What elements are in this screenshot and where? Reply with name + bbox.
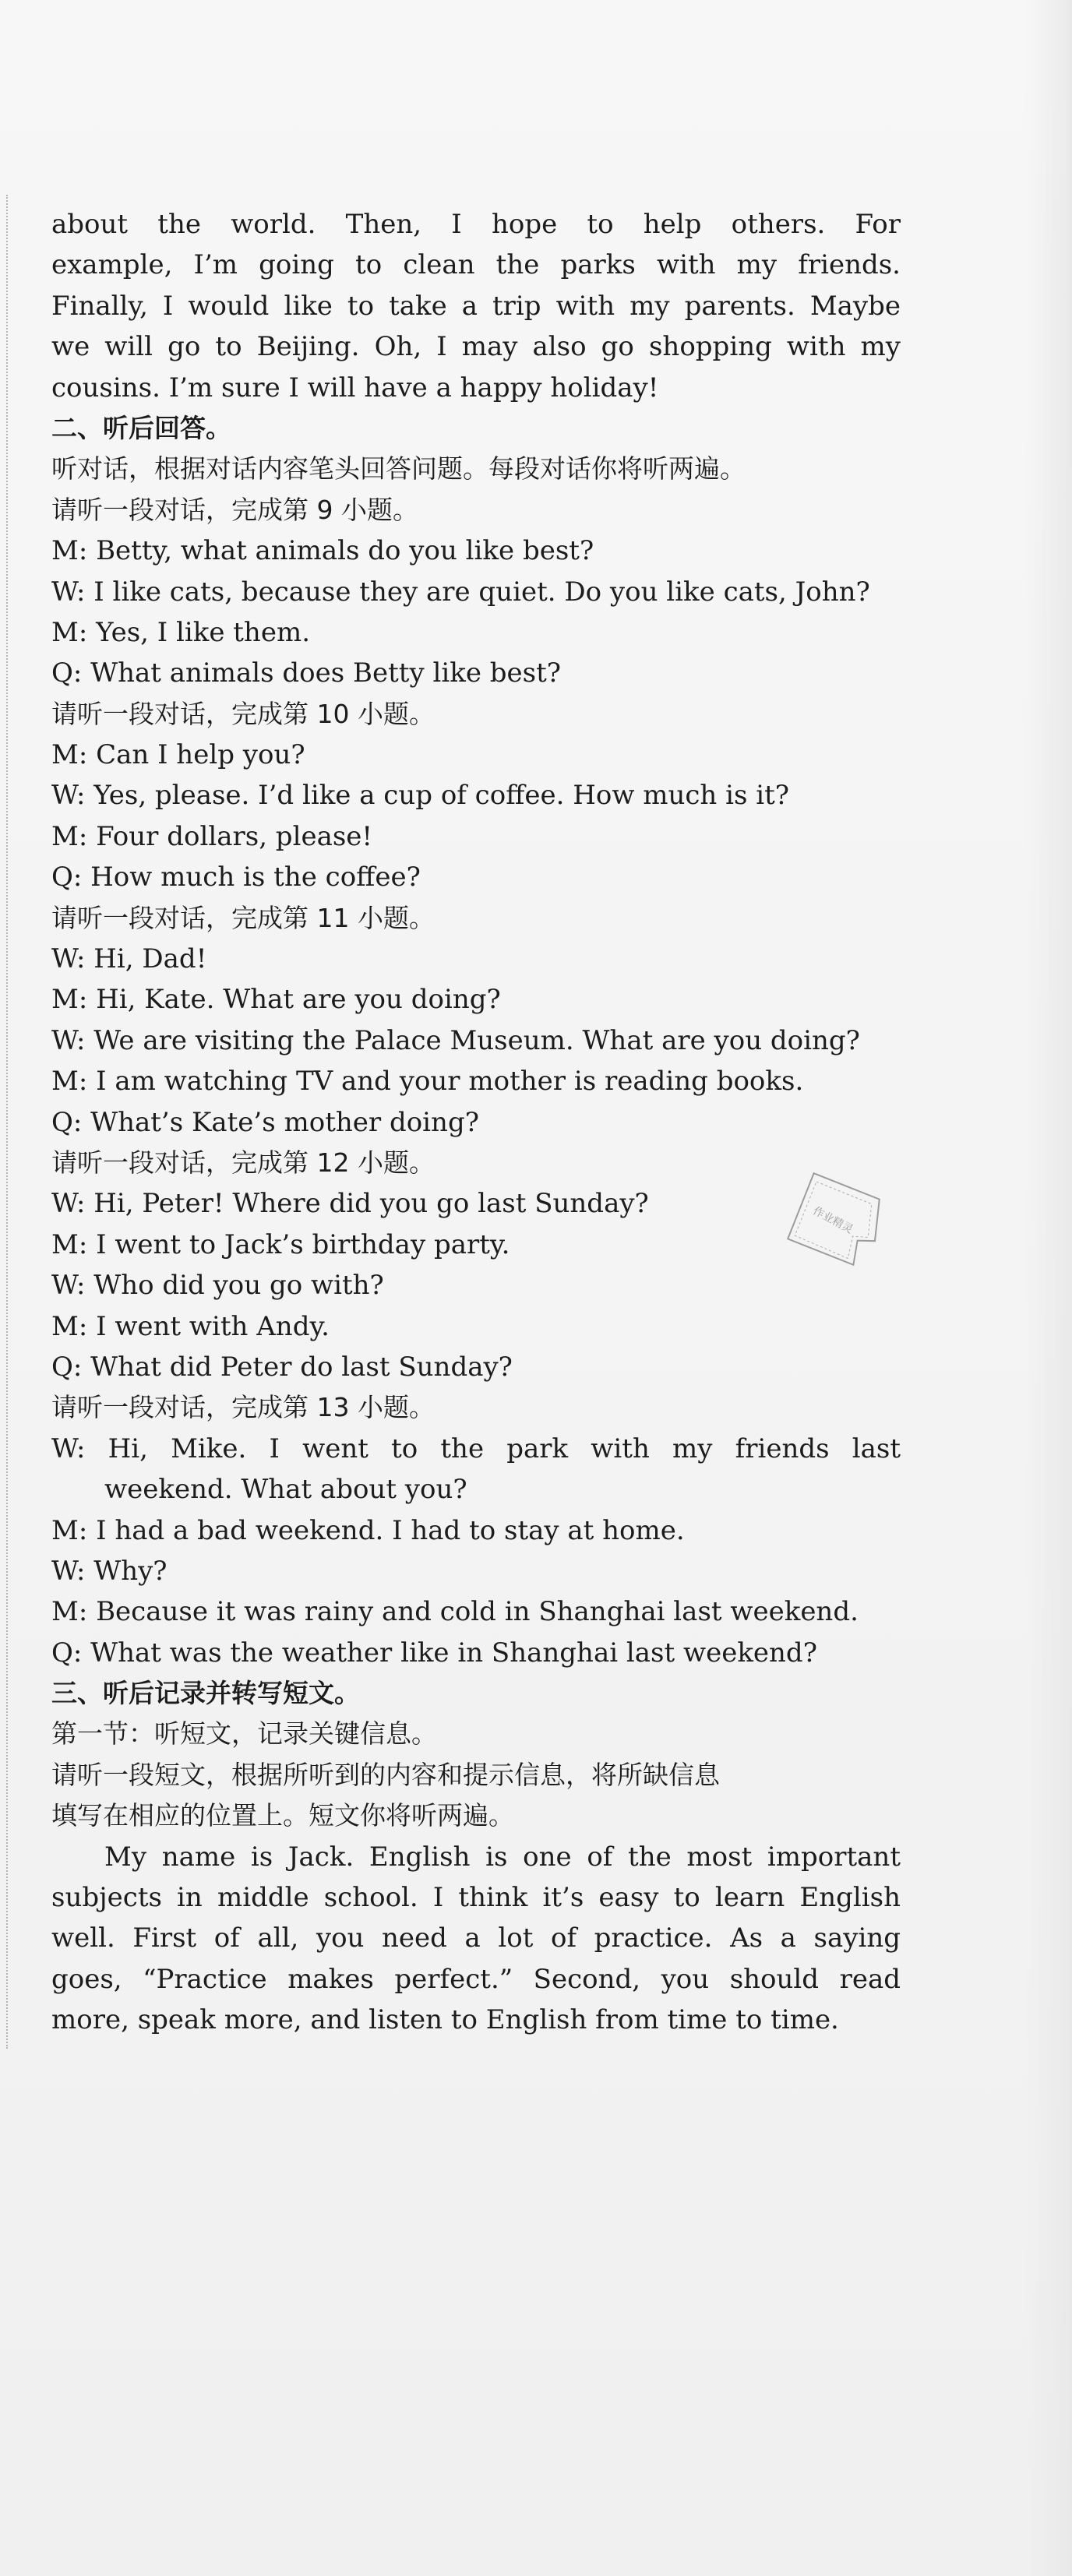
dialogue-line: M: Betty, what animals do you like best? [51,535,594,567]
dialogue-line: M: I had a bad weekend. I had to stay at home. [51,1514,685,1546]
passage-line: cousins. I’m sure I will have a happy holiday! [51,372,659,403]
passage-line: we will go to Beijing. Oh, I may also go shopping with my [51,331,901,363]
dialogue-prompt: 请听一段对话，完成第 10 小题。 [51,698,435,729]
seal-text: 作业精灵 [810,1204,855,1236]
section-heading: 三、听后记录并转写短文。 [51,1678,360,1709]
listening-script [51,204,901,2041]
dialogue-line: W: Hi, Dad! [51,943,207,975]
dialogue-line: W: Who did you go with? [51,1270,384,1302]
dialogue-line: W: We are visiting the Palace Museum. What are you doing? [51,1024,860,1056]
section-instruction: 填写在相应的位置上。短文你将听两遍。 [51,1800,514,1831]
dialogue-line: W: Why? [51,1555,168,1587]
dialogue-line: M: I went to Jack’s birthday party. [51,1228,510,1260]
passage-line: example, I’m going to clean the parks with my friends. [51,249,901,281]
dialogue-line: M: Because it was rainy and cold in Shanghai last weekend. [51,1596,859,1628]
dialogue-line: M: Can I help you? [51,739,305,771]
dialogue-line: W: Hi, Mike. I went to the park with my friends last [51,1432,901,1464]
dialogue-question: Q: How much is the coffee? [51,862,421,893]
dialogue-line: M: I am watching TV and your mother is reading books. [51,1066,804,1098]
dialogue-question: Q: What animals does Betty like best? [51,657,561,689]
dialogue-line-continuation: weekend. What about you? [104,1474,467,1506]
dialogue-line: M: Hi, Kate. What are you doing? [51,984,501,1016]
dialogue-line: W: Yes, please. I’d like a cup of coffee. How much is it? [51,780,790,812]
passage-line: more, speak more, and listen to English from time to time. [51,2004,839,2036]
dialogue-prompt: 请听一段对话，完成第 13 小题。 [51,1392,435,1423]
dialogue-line: W: I like cats, because they are quiet. Do you like cats, John? [51,576,870,608]
part-title: 第一节：听短文，记录关键信息。 [51,1718,437,1750]
dialogue-line: M: Yes, I like them. [51,616,310,648]
passage-line: well. First of all, you need a lot of practice. As a saying [51,1922,901,1954]
dialogue-question: Q: What was the weather like in Shanghai last weekend? [51,1637,817,1669]
section-instruction: 请听一段短文，根据所听到的内容和提示信息，将所缺信息 [51,1759,720,1790]
passage-line: subjects in middle school. I think it’s easy to learn English [51,1882,901,1914]
dialogue-prompt: 请听一段对话，完成第 11 小题。 [51,902,435,933]
page-edge-shadow [1025,0,1072,2576]
dialogue-line: M: I went with Andy. [51,1310,330,1342]
dialogue-line: M: Four dollars, please! [51,820,373,852]
passage-line: goes, “Practice makes perfect.” Second, you should read [51,1963,901,1995]
passage-line: Finally, I would like to take a trip with my parents. Maybe [51,290,901,322]
passage-line: about the world. Then, I hope to help others. For [51,209,901,240]
dialogue-question: Q: What’s Kate’s mother doing? [51,1106,479,1138]
passage-line: My name is Jack. English is one of the most important [104,1841,901,1873]
dialogue-prompt: 请听一段对话，完成第 9 小题。 [51,494,418,525]
section-instruction: 听对话，根据对话内容笔头回答问题。每段对话你将听两遍。 [51,453,746,485]
dialogue-prompt: 请听一段对话，完成第 12 小题。 [51,1147,435,1178]
dialogue-line: W: Hi, Peter! Where did you go last Sunday? [51,1188,649,1220]
binding-margin-dots [6,195,8,2049]
dialogue-question: Q: What did Peter do last Sunday? [51,1351,513,1383]
section-heading: 二、听后回答。 [51,412,231,443]
